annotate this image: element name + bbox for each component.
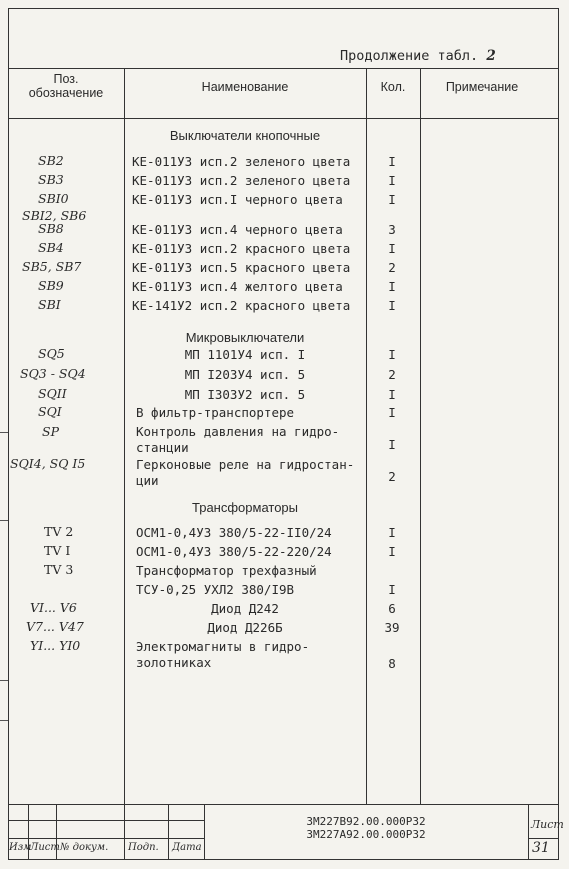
margin-tick bbox=[0, 720, 8, 721]
row-pos: SBI bbox=[38, 297, 61, 312]
stamp-row-line bbox=[8, 838, 204, 839]
stamp-label-izm: Изм bbox=[9, 842, 32, 853]
row-name: ОСМ1-0,4У3 380/5-22-220/24 bbox=[136, 544, 332, 559]
row-name: КЕ-011У3 исп.2 зеленого цвета bbox=[132, 173, 351, 188]
row-name: КЕ-141У2 исп.2 красного цвета bbox=[132, 298, 351, 313]
row-pos: SB3 bbox=[38, 172, 64, 187]
row-qty: 3 bbox=[388, 222, 396, 237]
row-qty: I bbox=[388, 192, 396, 207]
row-name: КЕ-011У3 исп.4 черного цвета bbox=[132, 222, 343, 237]
row-pos: SQII bbox=[38, 386, 67, 401]
row-name: МП I303У2 исп. 5 bbox=[184, 387, 306, 402]
row-pos: YI... YI0 bbox=[30, 638, 81, 653]
row-qty: 2 bbox=[388, 469, 396, 484]
header-qty: Кол. bbox=[380, 80, 406, 94]
row-name: Герконовые реле на гидростан- ции bbox=[136, 457, 355, 488]
row-pos: TV 3 bbox=[44, 562, 74, 577]
header-pos: Поз. обозначение bbox=[28, 72, 104, 100]
row-name: КЕ-011У3 исп.2 зеленого цвета bbox=[132, 154, 351, 169]
section-title: Микровыключатели bbox=[185, 330, 305, 345]
row-pos: V7... V47 bbox=[26, 619, 84, 634]
continuation-label bbox=[340, 48, 496, 64]
stamp-label-date: Дата bbox=[172, 842, 202, 853]
row-qty: 39 bbox=[384, 620, 400, 635]
row-name: МП 1101У4 исп. I bbox=[184, 347, 306, 362]
row-name: В фильтр-транспортере bbox=[136, 405, 295, 420]
row-qty: I bbox=[388, 405, 396, 420]
row-pos: SQ3 - SQ4 bbox=[20, 366, 86, 381]
row-pos: SQI bbox=[38, 404, 62, 419]
continuation-text: Продолжение табл. bbox=[340, 48, 479, 64]
row-pos: SBI0 bbox=[38, 191, 69, 206]
header-bottom-line bbox=[8, 118, 559, 119]
row-name: КЕ-011У3 исп.I черного цвета bbox=[132, 192, 343, 207]
stamp-col-line bbox=[124, 804, 125, 860]
margin-tick bbox=[0, 680, 8, 681]
section-title: Выключатели кнопочные bbox=[169, 128, 321, 143]
stamp-doc-number-2: 3M227A92.00.000P32 bbox=[306, 828, 426, 841]
row-qty: I bbox=[388, 525, 396, 540]
stamp-col-line bbox=[528, 804, 529, 860]
row-qty: I bbox=[388, 582, 396, 597]
row-pos: TV I bbox=[44, 543, 71, 558]
col-divider-name bbox=[366, 68, 367, 804]
row-qty: I bbox=[388, 154, 396, 169]
row-pos: TV 2 bbox=[44, 524, 74, 539]
row-name: Электромагниты в гидро- золотниках bbox=[136, 639, 310, 670]
row-pos: SB5, SB7 bbox=[22, 259, 82, 274]
stamp-label-list: Лист bbox=[30, 842, 60, 853]
row-name: ОСМ1-0,4У3 380/5-22-II0/24 bbox=[136, 525, 332, 540]
row-qty: 8 bbox=[388, 656, 396, 671]
row-qty: I bbox=[388, 298, 396, 313]
header-note: Примечание bbox=[445, 80, 519, 94]
row-qty: I bbox=[388, 241, 396, 256]
row-name: Диод Д226Б bbox=[207, 620, 283, 635]
stamp-doc-number-1: 3M227B92.00.000P32 bbox=[306, 815, 426, 828]
row-name: МП I203У4 исп. 5 bbox=[184, 367, 306, 382]
row-name: ТСУ-0,25 УХЛ2 380/I9В bbox=[136, 582, 295, 597]
stamp-row-line bbox=[8, 820, 204, 821]
row-qty: I bbox=[388, 279, 396, 294]
row-qty: 2 bbox=[388, 260, 396, 275]
row-qty: I bbox=[388, 437, 396, 452]
stamp-col-line bbox=[168, 804, 169, 860]
row-pos: SP bbox=[42, 424, 59, 439]
stamp-label-sign: Подп. bbox=[128, 842, 159, 853]
stamp-sheet-number: 31 bbox=[532, 840, 550, 856]
row-pos: SB8 bbox=[38, 221, 64, 236]
row-pos: SB2 bbox=[38, 153, 64, 168]
margin-tick bbox=[0, 432, 8, 433]
stamp-sheet-label: Лист bbox=[531, 818, 564, 831]
stamp-top-line bbox=[8, 804, 559, 805]
continuation-number: 2 bbox=[486, 48, 496, 64]
col-divider-pos bbox=[124, 68, 125, 804]
row-qty: I bbox=[388, 387, 396, 402]
row-name: Трансформатор трехфазный bbox=[136, 563, 317, 578]
row-qty: 2 bbox=[388, 367, 396, 382]
stamp-col-line bbox=[204, 804, 205, 860]
col-divider-qty bbox=[420, 68, 421, 804]
row-name: КЕ-011У3 исп.2 красного цвета bbox=[132, 241, 351, 256]
row-qty: I bbox=[388, 544, 396, 559]
section-title: Трансформаторы bbox=[192, 500, 298, 515]
stamp-sheet-line bbox=[528, 838, 559, 839]
stamp-label-doc: № докум. bbox=[60, 842, 109, 853]
row-qty: I bbox=[388, 173, 396, 188]
row-pos: VI... V6 bbox=[30, 600, 77, 615]
row-pos: SQI4, SQ I5 bbox=[10, 456, 86, 471]
row-pos: SQ5 bbox=[38, 346, 65, 361]
row-pos: SB9 bbox=[38, 278, 64, 293]
row-pos: SBI2, SB6 bbox=[22, 208, 87, 223]
header-name: Наименование bbox=[201, 80, 289, 94]
row-name: КЕ-011У3 исп.5 красного цвета bbox=[132, 260, 351, 275]
row-name: Диод Д242 bbox=[211, 601, 279, 616]
table-top-line bbox=[8, 68, 559, 69]
row-name: КЕ-011У3 исп.4 желтого цвета bbox=[132, 279, 343, 294]
row-name: Контроль давления на гидро- станции bbox=[136, 424, 340, 455]
row-qty: I bbox=[388, 347, 396, 362]
row-qty: 6 bbox=[388, 601, 396, 616]
row-pos: SB4 bbox=[38, 240, 64, 255]
margin-tick bbox=[0, 520, 8, 521]
